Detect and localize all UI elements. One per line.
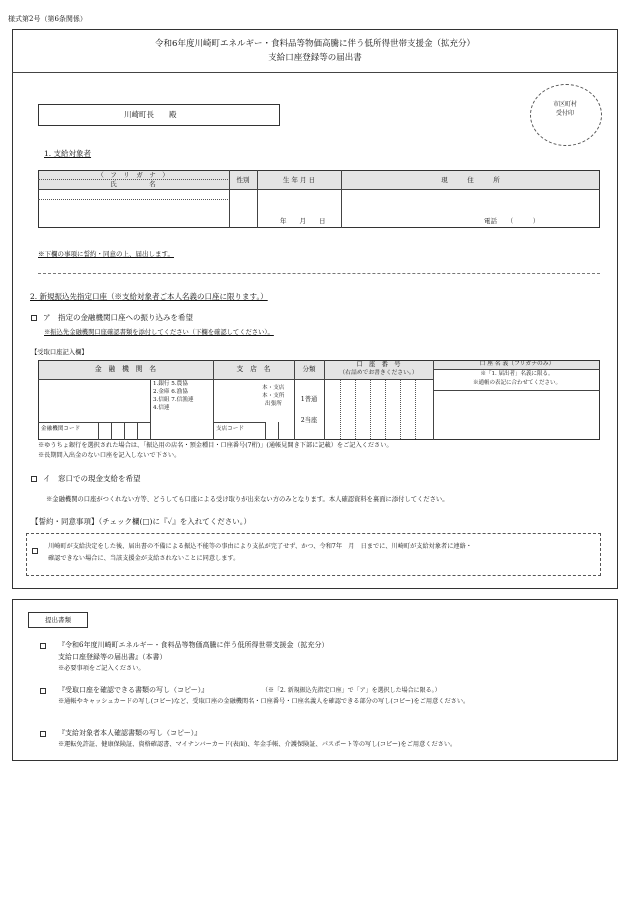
consent-note: ※下欄の事項に誓約・同意の上、届出します。 [38,250,174,258]
form-title-line1: 令和6年度川崎町エネルギー・食料品等物価高騰に伴う低所得世帯支援金（拡充分） [155,39,475,49]
option-i-label: イ 窓口での現金支給を希望 [43,474,141,483]
doc2-note: ※通帳やキャッシュカードの写し(コピー)など、受取口座の金融機関名・口座番号・口座名義人を確認できる部分の写し(コピー)をご用意ください。 [58,698,470,705]
branch-code-label: 支店コード [216,426,244,432]
option-a-label: ア 指定の金融機関口座への振り込みを希望 [43,313,193,322]
pledge-heading: 【誓約・同意事項】（チェック欄(□)に『✓』を入れてください。） [31,517,252,526]
gender-label: 性別 [236,176,250,184]
pledge-checkbox[interactable] [32,548,38,554]
doc2-line1: 『受取口座を確認できる書類の写し（コピー）』 [58,686,209,694]
bank-type-4[interactable]: 4.信連 [153,405,170,411]
stamp-label: 市区町村 受付印 [552,101,577,117]
dob-units: 年 月 日 [280,217,326,225]
holder-header: 口 座 名 義（フリガナのみ） [479,361,555,367]
option-a-checkbox[interactable] [31,315,37,321]
branch-header: 支 店 名 [236,365,271,373]
pledge-text-2: 確認できない場合に、当該支援金が支給されないことに同意します。 [48,555,240,562]
furigana-label: （ フ リ ガ ナ ） [97,171,169,179]
phone-label: 電話 （ ） [484,217,540,225]
bank-code-label: 金融機関コード [41,426,81,432]
doc1-note: ※必要事項をご記入ください。 [58,665,145,672]
branch-type-1[interactable]: 本・支店 [262,385,285,391]
branch-type-3[interactable]: 出張所 [265,401,282,407]
account-type-1[interactable]: 1普通 [300,396,318,403]
type-header: 分類 [302,365,316,373]
bank-type-1[interactable]: 1.銀行 5.農協 [153,381,188,387]
option-i-checkbox[interactable] [31,476,37,482]
long-term-note: ※長期間入出金のない口座を記入しないで下さい。 [38,452,181,459]
form-title-line2: 支給口座登録等の届出書 [268,53,362,63]
account-subheader: （右詰めでお書きください。） [339,370,418,376]
doc2-line1-note: （※「2. 新規振込先指定口座」で「ア」を選択した場合に限る。） [262,687,441,694]
holder-note1: ※「1. 届出者」名義に限る。 [480,371,554,377]
holder-note2: ※通帳の表記に合わせてください。 [472,380,561,386]
branch-type-2[interactable]: 本・支所 [262,393,285,399]
doc3-line1: 『支給対象者本人確認書類の写し（コピー）』 [58,729,202,737]
doc1-checkbox[interactable] [40,643,46,649]
account-header: 口 座 番 号 [356,361,401,368]
option-a-note: ※振込先金融機関口座確認書類を添付してください（下欄を確認してください）。 [44,329,274,336]
account-type-2[interactable]: 2当座 [300,417,318,424]
doc1-line2: 支給口座登録等の届出書』（本書） [58,653,167,661]
bank-type-2[interactable]: 2.金庫 6.漁協 [153,389,188,395]
doc3-note: ※運転免許証、健康保険証、資格確認書、マイナンバーカード(表面)、年金手帳、介護保険証、パスポート等の写し(コピー)をご用意ください。 [58,741,457,748]
section2-heading: 2. 新規振込先指定口座（※支給対象者ご本人名義の口座に限ります。） [30,292,268,301]
address-label: 現 住 所 [441,176,500,184]
doc2-checkbox[interactable] [40,688,46,694]
option-i-note: ※金融機関の口座がつくれない方等、どうしても口座による受け取りが出来ない方のみとなります。本人確認資料を裏面に添付してください。 [46,496,449,503]
addressee: 川崎町長 殿 [124,110,177,119]
doc1-line1: 『令和6年度川崎町エネルギー・食料品等物価高騰に伴う低所得世帯支援金（拡充分） [58,641,329,649]
account-table-title: 【受取口座記入欄】 [31,349,88,356]
name-label: 氏 名 [110,180,156,188]
form-number: 様式第2号（第6条関係） [8,15,87,23]
bank-type-3[interactable]: 3.信組 7.信漁連 [153,397,194,403]
dob-label: 生 年 月 日 [282,176,316,184]
pledge-text-1: 川崎町が支給決定をした後、届出書の不備による振込不能等の事由により支払が完了せず、かつ、令和7年 月 日までに、川崎町が支給対象者に連絡・ [48,543,472,550]
yucho-note: ※ゆうちょ銀行を選択された場合は、「振込用の店名・預金種目・口座番号(7桁)」(通帳見開き下部に記載）をご記入ください。 [38,442,393,449]
bank-header: 金 融 機 関 名 [94,365,157,373]
doc3-checkbox[interactable] [40,731,46,737]
section1-heading: 1. 支給対象者 [44,149,92,158]
documents-heading: 提出書類 [45,616,71,624]
